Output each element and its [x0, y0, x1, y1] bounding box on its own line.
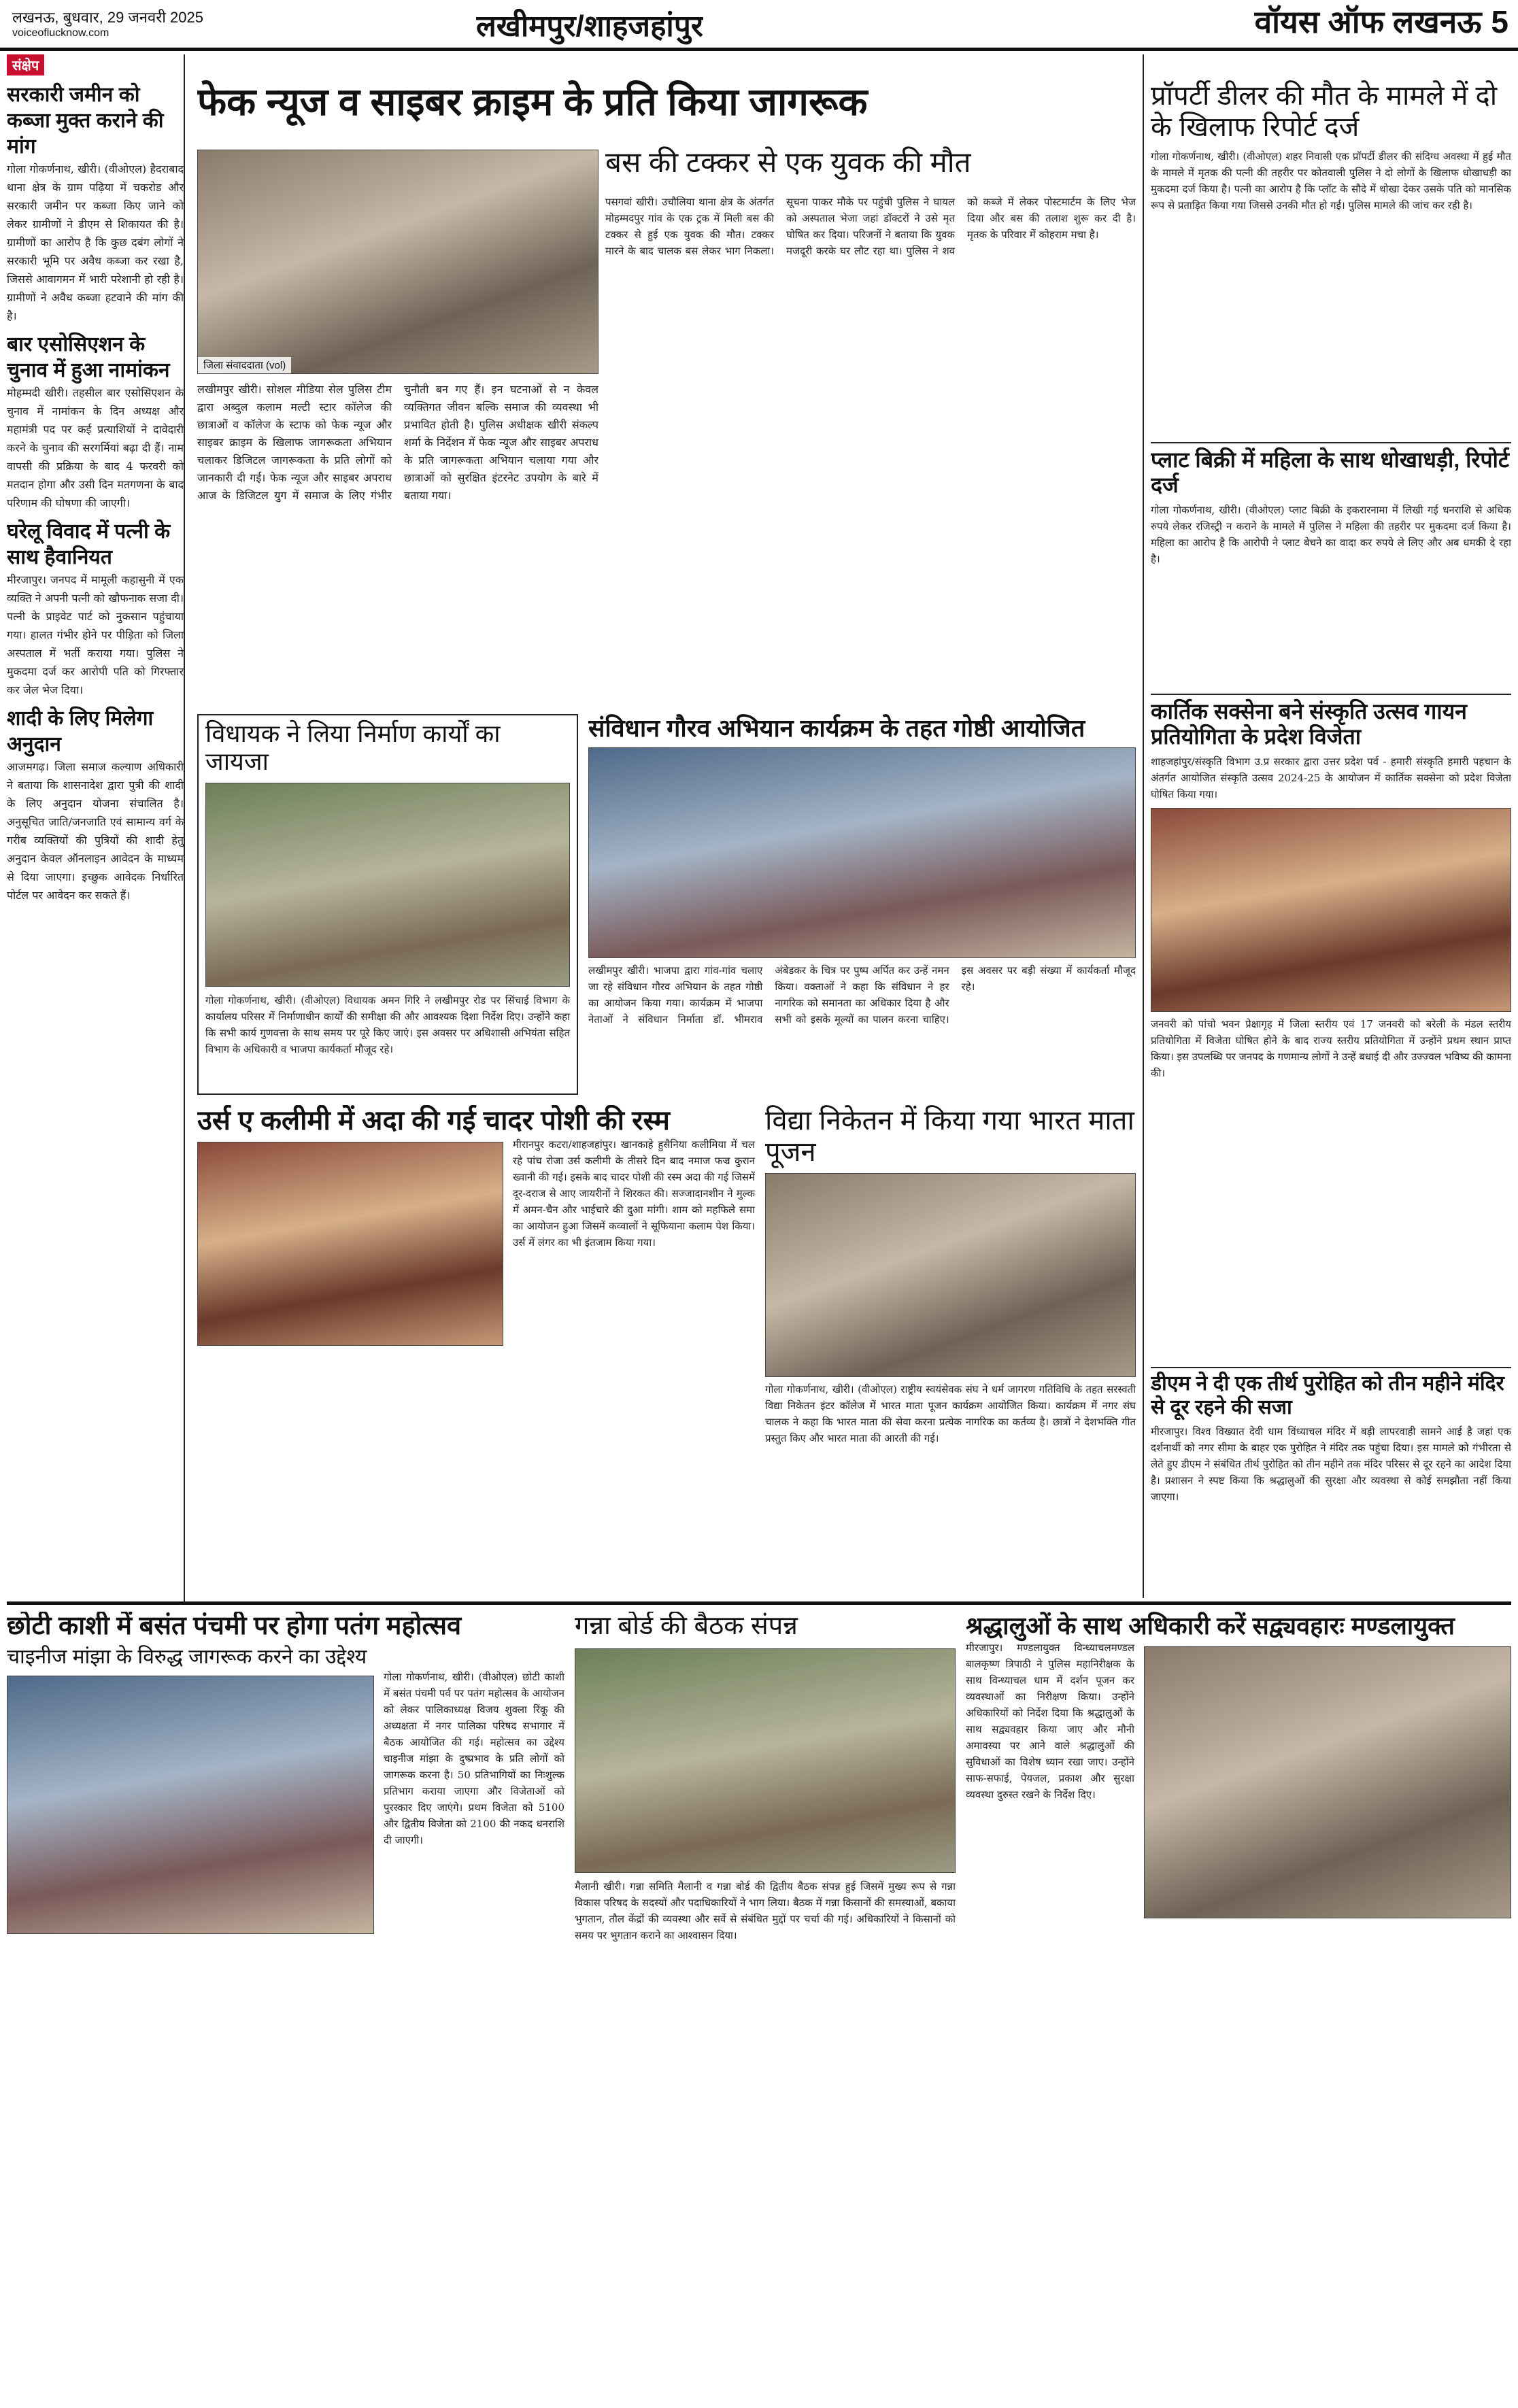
- ganna-story: [575, 1612, 956, 2401]
- vidya-headline: विद्या निकेतन में किया गया भारत माता पूजन: [765, 1106, 1134, 1167]
- vidya-photo: [765, 1173, 1136, 1377]
- property-headline: प्रॉपर्टी डीलर की मौत के मामले में दो के खिलाफ रिपोर्ट दर्ज: [1151, 81, 1498, 142]
- lead-headline: फेक न्यूज व साइबर क्राइम के प्रति किया जागरूक: [197, 80, 868, 123]
- lead-body: लखीमपुर खीरी। सोशल मीडिया सेल पुलिस टीम द्वारा अब्दुल कलाम मल्टी स्टार कॉलेज की छात्राओं व कॉलेज के स्टाफ को फेक न्यूज और साइबर क्राइम के खिलाफ जागरूकता अभियान चलाकर डिजिटल जागरूकता के प्रति लोगों को जानकारी दी गई। फेक न्यूज और साइबर अपराध आज के डिजिटल युग में समाज के लिए गंभीर चुनौती बन गए हैं। इन घटनाओं से न केवल व्यक्तिगत जीवन बल्कि समाज की व्यवस्था भी प्रभावित होती है। पुलिस अधीक्षक खीरी संकल्प शर्मा के निर्देशन में फेक न्यूज और साइबर अपराध के प्रति जागरूकता अभियान चलाया गया और छात्राओं को सुरक्षित इंटरनेट उपयोग के बारे में बताया गया।: [197, 383, 598, 502]
- column-divider: [1143, 54, 1144, 1598]
- ganna-headline: गन्ना बोर्ड की बैठक संपन्न: [575, 1612, 798, 1640]
- kite-story: [7, 1612, 564, 2401]
- urs-photo: [197, 1142, 503, 1346]
- brief-headline: घरेलू विवाद में पत्नी के साथ हैवानियत: [7, 520, 171, 569]
- page-number: 5: [1491, 4, 1508, 39]
- kite-body: गोला गोकर्णनाथ, खीरी। (वीओएल) छोटी काशी में बसंत पंचमी पर्व पर पतंग महोत्सव के आयोजन को लेकर पालिकाध्यक्ष विजय शुक्ला रिंकू की अध्यक्षता में नगर पालिका परिषद सभागार में बैठक आयोजित की गई। महोत्सव का उद्देश्य चाइनीज मांझा के दुष्प्रभाव के प्रति लोगों को जागरूक करना है। 50 प्रतिभागियों का निःशुल्क प्रतिभाग कराया जाएगा और विजेताओं को पुरस्कार दिए जाएंगे। प्रथम विजेता को 5100 और द्वितीय विजेता को 2100 की नकद धनराशि दी जाएगी।: [384, 1671, 564, 1847]
- brand-title: [1221, 0, 1518, 46]
- plot-headline: प्लाट बिक्री में महिला के साथ धोखाधड़ी, रिपोर्ट दर्ज: [1151, 447, 1510, 497]
- kite-headline: छोटी काशी में बसंत पंचमी पर होगा पतंग महोत्सव: [7, 1612, 462, 1640]
- section-title: लखीमपुर/शाहजहांपुर: [476, 10, 703, 43]
- devotees-headline: श्रद्धालुओं के साथ अधिकारी करें सद्व्यवहारः मण्डलायुक्त: [966, 1612, 1455, 1640]
- samvidhan-photo: [588, 747, 1136, 958]
- plot-body: गोला गोकर्णनाथ, खीरी। (वीओएल) प्लाट बिक्री के इकरारनामा में लिखी गई धनराशि से अधिक रुपये लेकर रजिस्ट्री न कराने के मामले में पुलिस ने महिला की तहरीर पर मुकदमा दर्ज किया है। महिला का आरोप है कि आरोपी ने प्लाट बेचने का वादा कर रुपये ले लिए और अब धमकी दे रहा है।: [1151, 503, 1511, 565]
- brief-item: [7, 706, 184, 904]
- mla-story: [197, 714, 578, 1095]
- brief-headline: सरकारी जमीन को कब्जा मुक्त कराने की मांग: [7, 84, 164, 158]
- brief-item: [7, 519, 184, 699]
- dateline: लखनऊ, बुधवार, 29 जनवरी 2025: [12, 9, 203, 26]
- brief-headline: शादी के लिए मिलेगा अनुदान: [7, 707, 154, 756]
- brief-headline: बार एसोसिएशन के चुनाव में हुआ नामांकन: [7, 333, 170, 381]
- brief-item: [7, 332, 184, 512]
- devotees-photo: [1144, 1646, 1511, 1918]
- samvidhan-headline: संविधान गौरव अभियान कार्यक्रम के तहत गोष्ठी आयोजित: [588, 714, 1085, 742]
- samvidhan-story: [588, 714, 1136, 1095]
- bus-body: पसगवां खीरी। उचौलिया थाना क्षेत्र के अंतर्गत मोहम्मदपुर गांव के एक ट्रक में मिली बस की टक्कर से हुई एक युवक की मौत। टक्कर मारने के बाद चालक बस लेकर भाग निकला। सूचना पाकर मौके पर पहुंची पुलिस ने घायल को अस्पताल भेजा जहां डॉक्टरों ने उसे मृत घोषित कर दिया। परिजनों ने बताया कि युवक मजदूरी करके घर लौट रहा था। पुलिस ने शव को कब्जे में लेकर पोस्टमार्टम के लिए भेज दिया और बस की तलाश शुरू कर दी है। मृतक के परिवार में कोहराम मचा है।: [605, 196, 1136, 257]
- priest-headline: डीएम ने दी एक तीर्थ पुरोहित को तीन महीने मंदिर से दूर रहने की सजा: [1151, 1372, 1504, 1419]
- website-url[interactable]: voiceoflucknow.com: [12, 27, 109, 39]
- property-body: गोला गोकर्णनाथ, खीरी। (वीओएल) शहर निवासी एक प्रॉपर्टी डीलर की संदिग्ध अवस्था में हुई मौत के मामले में मृतक की पत्नी की तहरीर पर कोतवाली पुलिस ने दो लोगों के खिलाफ धोखाधड़ी का मुकदमा दर्ज किया है। पत्नी का आरोप है कि प्लॉट के सौदे में धोखा देकर उसके पति को मानसिक रूप से प्रताड़ित किया गया जिससे उनकी मौत हो गई। पुलिस मामले की जांच कर रही है।: [1151, 150, 1511, 211]
- masthead-rule: [0, 48, 1518, 51]
- ganna-photo: [575, 1648, 956, 1873]
- priest-body: मीरजापुर। विश्व विख्यात देवी धाम विंध्याचल मंदिर में बड़ी लापरवाही सामने आई है जहां एक दर्शनार्थी को नगर सीमा के बाहर एक पुरोहित ने मंदिर तक पहुंचा दिया। इस मामले को गंभीरता से लेते हुए डीएम ने संबंधित तीर्थ पुरोहित को तीन महीने तक मंदिर परिसर से दूर रहने का आदेश दिया है। प्रशासन ने स्पष्ट किया कि श्रद्धालुओं की सुरक्षा और व्यवस्था से कोई समझौता नहीं किया जाएगा।: [1151, 1425, 1511, 1503]
- section-rule: [7, 1601, 1511, 1605]
- kartik-headline: कार्तिक सक्सेना बने संस्कृति उत्सव गायन प्रतियोगिता के प्रदेश विजेता: [1151, 699, 1467, 749]
- kite-subhead: चाइनीज मांझा के विरुद्ध जागरूक करने का उद्देश्य: [7, 1645, 367, 1668]
- vidya-story: [765, 1105, 1136, 1595]
- mla-photo: [205, 783, 570, 987]
- lead-photo-caption: जिला संवाददाता (vol): [198, 357, 291, 373]
- mla-body: गोला गोकर्णनाथ, खीरी। (वीओएल) विधायक अमन गिरि ने लखीमपुर रोड पर सिंचाई विभाग के कार्यालय परिसर में निर्माणाधीन कार्यों की समीक्षा की और आवश्यक दिशा निर्देश दिए। उन्होंने कहा कि सभी कार्य गुणवत्ता के साथ समय पर पूरे किए जाएं। इस अवसर पर अधिशासी अभियंता सहित विभाग के अधिकारी व भाजपा कार्यकर्ता मौजूद रहे।: [205, 994, 570, 1055]
- kartik-body: जनवरी को पांचो भवन प्रेक्षागृह में जिला स्तरीय एवं 17 जनवरी को बरेली के मंडल स्तरीय प्रतियोगिता में विजेता घोषित होने के बाद राज्य स्तरीय प्रतियोगिता में उन्होंने प्रथम स्थान प्राप्त किया। इस उपलब्धि पर जनपद के गणमान्य लोगों ने उन्हें बधाई दी और उज्ज्वल भविष्य की कामना की।: [1151, 1017, 1511, 1079]
- brand-name: वॉयस ऑफ लखनऊ: [1254, 4, 1482, 39]
- sidebar-briefs: [7, 54, 185, 1601]
- sidebar-tag: संक्षेप: [7, 54, 44, 75]
- kartik-story: [1151, 694, 1511, 1360]
- brief-body: मीरजापुर। जनपद में मामूली कहासुनी में एक व्यक्ति ने अपनी पत्नी को खौफनाक सजा दी। पत्नी के प्राइवेट पार्ट को नुकसान पहुंचाया गया। हालत गंभीर होने पर पीड़िता को जिला अस्पताल में भर्ती कराया गया। पुलिस ने मुकदमा दर्ज कर आरोपी पति को गिरफ्तार कर जेल भेज दिया।: [7, 573, 184, 696]
- kartik-photo: [1151, 808, 1511, 1012]
- kartik-intro: शाहजहांपुर/संस्कृति विभाग उ.प्र सरकार द्वारा उत्तर प्रदेश पर्व - हमारी संस्कृति हमारी पहचान के अंतर्गत आयोजित संस्कृति उत्सव 2024-25 के आयोजन में कार्तिक सक्सेना को प्रदेश विजेता घोषित किया गया।: [1151, 755, 1511, 800]
- plot-story: [1151, 442, 1511, 687]
- priest-story: [1151, 1367, 1511, 1598]
- vidya-body: गोला गोकर्णनाथ, खीरी। (वीओएल) राष्ट्रीय स्वयंसेवक संघ ने धर्म जागरण गतिविधि के तहत सरस्वती विद्या निकेतन इंटर कॉलेज में भारत माता पूजन कार्यक्रम आयोजित किया। कार्यक्रम में नगर संघ चालक ने कहा कि भारत माता की सेवा करना प्रत्येक नागरिक का कर्तव्य है। छात्रों ने देशभक्ति गीत प्रस्तुत किए और भारत माता की आरती की गई।: [765, 1383, 1136, 1444]
- mla-headline: विधायक ने लिया निर्माण कार्यों का जायजा: [205, 719, 501, 776]
- brief-body: मोहम्मदी खीरी। तहसील बार एसोसिएशन के चुनाव में नामांकन के दिन अध्यक्ष और महामंत्री पद पर कई प्रत्याशियों ने दावेदारी करने के चुनाव की सरगर्मियां बढ़ा दी हैं। नाम वापसी की प्रक्रिया के बाद 4 फरवरी को मतदान होगा और उसी दिन मतगणना के बाद परिणाम की घोषणा की जाएगी।: [7, 386, 184, 509]
- samvidhan-body: लखीमपुर खीरी। भाजपा द्वारा गांव-गांव चलाए जा रहे संविधान गौरव अभियान के तहत गोष्ठी का आयोजन किया गया। कार्यक्रम में भाजपा नेताओं ने संविधान निर्माता डॉ. भीमराव अंबेडकर के चित्र पर पुष्प अर्पित कर उन्हें नमन किया। वक्ताओं ने कहा कि संविधान ने हर नागरिक को समानता का अधिकार दिया है और सभी को इसके मूल्यों का पालन करना चाहिए। इस अवसर पर बड़ी संख्या में कार्यकर्ता मौजूद रहे।: [588, 964, 1136, 1026]
- lead-photo: [197, 150, 598, 374]
- devotees-story: [966, 1612, 1511, 2401]
- urs-story: [197, 1105, 755, 1595]
- ganna-body: मैलानी खीरी। गन्ना समिति मैलानी व गन्ना बोर्ड की द्वितीय बैठक संपन्न हुई जिसमें मुख्य रूप से गन्ना विकास परिषद के सदस्यों और पदाधिकारियों ने भाग लिया। बैठक में गन्ना किसानों की समस्याओं, बकाया भुगतान, तौल केंद्रों की व्यवस्था और सर्वे से संबंधित मुद्दों पर चर्चा की गई। अधिकारियों ने किसानों को समय पर भुगतान कराने का आश्वासन दिया।: [575, 1880, 956, 1941]
- brief-body: गोला गोकर्णनाथ, खीरी। (वीओएल) हैदराबाद थाना क्षेत्र के ग्राम पढ़िया में चकरोड और सरकारी जमीन पर कब्जा किए जाने को लेकर ग्रामीणों ने डीएम से शिकायत की है। ग्रामीणों का आरोप है कि कुछ दबंग लोगों ने सरकारी भूमि पर अवैध कब्जा कर रखा है, जिससे आवागमन में भारी परेशानी हो रही है। ग्रामीणों ने अवैध कब्जा हटवाने की मांग की है।: [7, 163, 184, 322]
- urs-headline: उर्स ए कलीमी में अदा की गई चादर पोशी की रस्म: [197, 1106, 670, 1136]
- brief-body: आजमगढ़। जिला समाज कल्याण अधिकारी ने बताया कि शासनादेश द्वारा पुत्री की शादी के लिए अनुदान योजना संचालित है। अनुसूचित जाति/जनजाति एवं सामान्य वर्ग के गरीब व्यक्तियों की पुत्रियों की शादी हेतु अनुदान केवल ऑनलाइन आवेदन के माध्यम से दिया जाएगा। इच्छुक आवेदक निर्धारित पोर्टल पर आवेदन कर सकते हैं।: [7, 760, 184, 902]
- property-story: [1151, 80, 1511, 434]
- devotees-body: मीरजापुर। मण्डलायुक्त विन्ध्याचलमण्डल बालकृष्ण त्रिपाठी ने पुलिस महानिरीक्षक के साथ विन्ध्याचल धाम में दर्शन पूजन कर व्यवस्थाओं का निरीक्षण किया। उन्होंने अधिकारियों को निर्देश दिया कि श्रद्धालुओं के साथ सद्व्यवहार किया जाए और मौनी अमावस्या पर आने वाले श्रद्धालुओं की सुविधाओं का विशेष ध्यान रखा जाए। उन्होंने साफ-सफाई, पेयजल, प्रकाश और सुरक्षा व्यवस्था दुरुस्त रखने के निर्देश दिए।: [966, 1642, 1134, 1801]
- urs-body: मीरानपुर कटरा/शाहजहांपुर। खानकाहे हुसैनिया कलीमिया में चल रहे पांच रोजा उर्स कलीमी के तीसरे दिन बाद नमाज फज्र कुरान ख्वानी की गई। इसके बाद चादर पोशी की रस्म अदा की गई जिसमें दूर-दराज से आए जायरीनों ने शिरकत की। सज्जादानशीन ने मुल्क में अमन-चैन और भाईचारे की दुआ मांगी। शाम को महफिले समा का आयोजन हुआ जिसमें कव्वालों ने सूफियाना कलाम पेश किया। उर्स में लंगर का भी इंतजाम किया गया।: [513, 1138, 755, 1249]
- bus-headline: बस की टक्कर से एक युवक की मौत: [605, 146, 971, 178]
- brief-item: [7, 82, 184, 325]
- kite-photo: [7, 1676, 374, 1934]
